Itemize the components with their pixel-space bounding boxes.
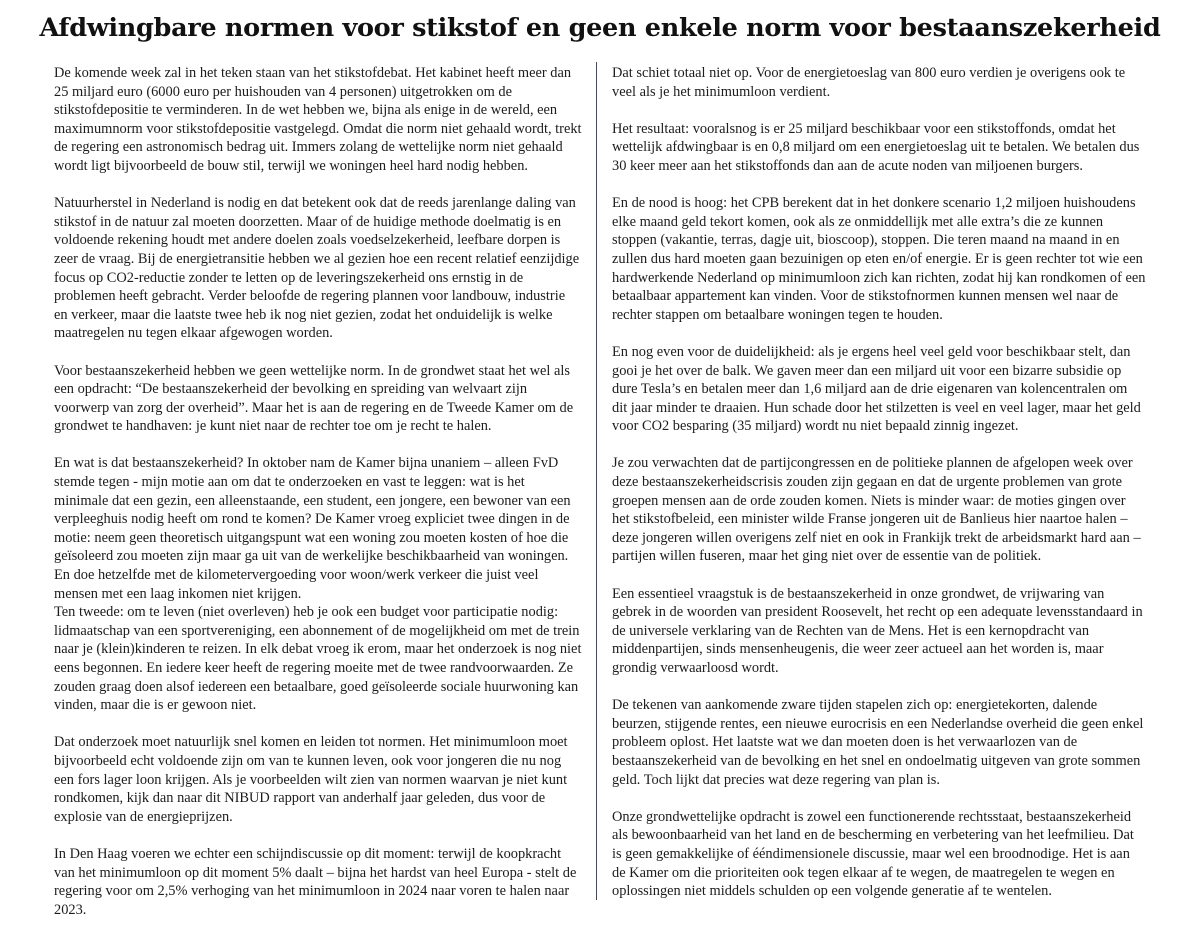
paragraph: Dat schiet totaal niet op. Voor de energietoeslag van 800 euro verdien je overigens ook te veel als je het minimumloon verdient.: [612, 65, 1126, 100]
paragraph: Voor bestaanszekerheid hebben we geen wettelijke norm. In de grondwet staat het wel als een opdracht: “De bestaanszekerheid der bevolking en spreiding van welvaart zijn voorwerp van zorg der overheid”. Maar het is aan de regering en de Tweede Kamer om de grondwet te handhaven: je kunt niet naar de rechter toe om je recht te halen.: [54, 362, 574, 435]
column-divider: [596, 62, 597, 900]
left-column: [54, 64, 582, 938]
paragraph: De komende week zal in het teken staan van het stikstofdebat. Het kabinet heeft meer dan 25 miljard euro (6000 euro per huishouden van 4 personen) uitgetrokken om de stikstofdepositie te verminderen. In de wet hebben we, bijna als enige in de wereld, een maximumnorm voor stikstofdepositie vastgelegd. Omdat die norm niet gehaald wordt, trekt de regering een astronomisch bedrag uit. Immers zolang de wettelijke norm niet gehaald wordt ligt bijvoorbeeld de bouw stil, terwijl we woningen heel hard nodig hebben.: [54, 65, 582, 174]
paragraph: In Den Haag voeren we echter een schijndiscussie op dit moment: terwijl de koopkracht van het minimumloon op dit moment 5% daalt – bijna het hardst van heel Europa - stelt de regering voor om 2,5% verhoging van het minimumloon in 2024 naar voren te halen naar 2023.: [54, 845, 577, 918]
paragraph: Onze grondwettelijke opdracht is zowel een functionerende rechtsstaat, bestaanszekerheid als bewoonbaarheid van het land en de bescherming en verbetering van het leefmilieu. Dat is geen gemakkelijke of ééndimensionele discussie, maar wel een broodnodige. Het is aan de Kamer om die prioriteiten ook tegen elkaar af te wegen, de maatregelen te wegen en oplossingen niet middels schulden op een volgende generatie af te wentelen.: [612, 808, 1134, 900]
paragraph: En de nood is hoog: het CPB berekent dat in het donkere scenario 1,2 miljoen huishoudens elke maand geld tekort komen, ook als ze onmiddellijk met alle extra’s die ze kunnen stoppen (vakantie, terras, dagje uit, bioscoop), stoppen. Die teren maand na maand in en zullen dus hard moeten gaan bezuinigen op eten en/of energie. Er is geen rechter tot wie een hardwerkende Nederland op minimumloon zich kan richten, zodat hij kan rondkomen of een betaalbaar appartement kan vinden. Voor de stikstofnormen kunnen mensen wel naar de rechter stappen om betaalbare woningen tegen te houden.: [612, 195, 1146, 323]
paragraph: De tekenen van aankomende zware tijden stapelen zich op: energietekorten, dalende beurzen, stijgende rentes, een nieuwe eurocrisis en een Nederlandse overheid die geen enkel probleem oplost. Het laatste wat we dan moeten doen is het verwaarlozen van de bestaanszekerheid van de bevolking en het snel en ondoelmatig uitgeven van grote sommen geld. Toch lijkt dat precies wat deze regering van plan is.: [612, 697, 1144, 788]
paragraph: En nog even voor de duidelijkheid: als je ergens heel veel geld voor beschikbaar stelt, dan gooi je het over de balk. We gaven meer dan een miljard uit voor een bizarre subsidie op dure Tesla’s en betalen meer dan 1,6 miljard aan de drie eigenaren van kolencentralen om dit jaar minder te draaien. Hun schade door het stilzetten is veel en veel lager, maar het geld voor CO2 besparing (35 miljard) wordt nu niet bepaald zinnig ingezet.: [612, 343, 1141, 435]
paragraph: Een essentieel vraagstuk is de bestaanszekerheid in onze grondwet, de vrijwaring van gebrek in de woorden van president Roosevelt, het recht op een adequate levensstandaard in de universele verklaring van de Rechten van de Mens. Het is een kernopdracht van middenpartijen, sinds mensenheugenis, die weer zeer actueel aan het worden is, maar grondig verwaarloosd wordt.: [612, 585, 1143, 676]
article-title: Afdwingbare normen voor stikstof en geen enkele norm voor bestaanszekerheid: [39, 13, 1161, 43]
right-column: [612, 64, 1146, 919]
paragraph: Dat onderzoek moet natuurlijk snel komen en leiden tot normen. Het minimumloon moet bijvoorbeeld echt voldoende zijn om van te kunnen leven, ook voor jongeren die nu nog een fors lager loon krijgen. Als je voorbeelden wilt zien van normen waarvan je niet kunt rondkomen, kijk dan naar dit NIBUD rapport van anderhalf jaar geleden, dus voor de explosie van de energieprijzen.: [54, 734, 568, 825]
paragraph: En wat is dat bestaanszekerheid? In oktober nam de Kamer bijna unaniem – alleen FvD stemde tegen - mijn motie aan om dat te onderzoeken en vast te leggen: wat is het minimale dat een gezin, een alleenstaande, een student, een jongere, een bewoner van een verpleeghuis nodig heeft om rond te komen? De Kamer vroeg expliciet twee dingen in de motie: neem geen theoretisch uitgangspunt wat een woning zou moeten kosten of hoe die geïsoleerd zou moeten zijn maar ga uit van de werkelijke beschikbaarheid van woningen. En doe hetzelfde met de kilometervergoeding voor woon/werk verkeer die juist veel mensen met een laag inkomen niet krijgen.: [54, 455, 571, 602]
paragraph: Ten tweede: om te leven (niet overleven) heb je ook een budget voor participatie nodig: lidmaatschap van een sportvereniging, een abonnement of de mogelijkheid om met de trein naar je (klein)kinderen te reizen. In elk debat vroeg ik erom, maar het onderzoek is nog niet eens begonnen. En iedere keer heeft de regering moeite met de twee randvoorwaarden. Ze zouden graag doen alsof iedereen een betaalbare, goed geïsoleerde sociale huurwoning kan vinden, maar die is er gewoon niet.: [54, 604, 582, 714]
paragraph: Natuurherstel in Nederland is nodig en dat betekent ook dat de reeds jarenlange daling van stikstof in de natuur zal moeten doorzetten. Maar of de huidige methode doelmatig is en voldoende rekening houdt met andere doelen zoals voedselzekerheid, leefbare dorpen is zeer de vraag. Bij de energietransitie hebben we al gezien hoe een recent relatief eenzijdige focus op CO2-reductie zonder te letten op de leveringszekerheid ons ernstig in de problemen heeft gebracht. Verder beloofde de regering plannen voor landbouw, industrie en verkeer, maar die laatste twee heb ik nog niet gezien, zodat het onduidelijk is welke maatregelen nu tegen elkaar afgewogen worden.: [54, 195, 580, 342]
paragraph: Het resultaat: vooralsnog is er 25 miljard beschikbaar voor een stikstoffonds, omdat het wettelijk afdwingbaar is en 0,8 miljard om een energietoeslag uit te betalen. We betalen dus 30 keer meer aan het stikstoffonds dan aan de acute noden van miljoenen burgers.: [612, 120, 1140, 174]
paragraph: Je zou verwachten dat de partijcongressen en de politieke plannen de afgelopen week over deze bestaanszekerheidscrisis zouden zijn gegaan en dat de urgente problemen van grote groepen mensen aan de orde zouden komen. Niets is minder waar: de moties gingen over het stikstofbeleid, een minister wilde Franse jongeren uit de Banlieus hier naartoe halen – deze jongeren willen overigens zelf niet en ook in Frankijk trekt de arbeidsmarkt hard aan – partijen willen fuseren, maar het ging niet over de essentie van de politiek.: [612, 455, 1141, 565]
